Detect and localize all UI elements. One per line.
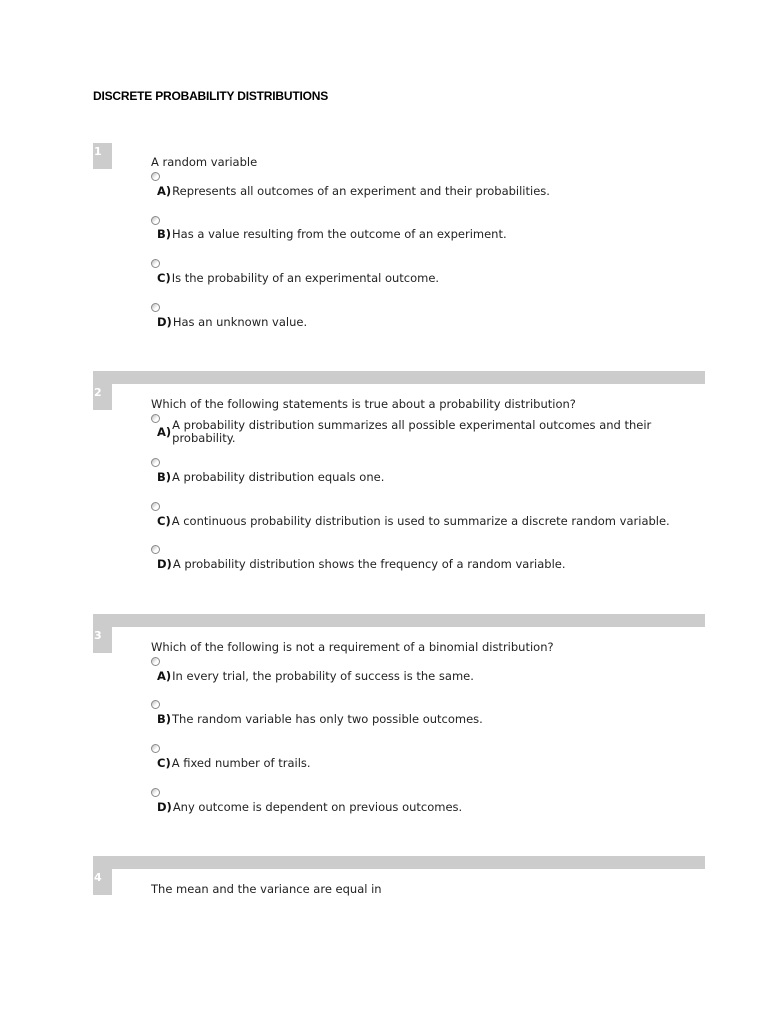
radio-button[interactable] — [151, 216, 160, 225]
option-letter: C) — [157, 271, 171, 285]
radio-button[interactable] — [151, 458, 160, 467]
radio-button[interactable] — [151, 172, 160, 181]
option-text: A probability distribution summarizes all possible experimental outcomes and their probability. — [172, 418, 652, 445]
option-text: In every trial, the probability of success is the same. — [172, 669, 474, 683]
option-text: Has an unknown value. — [172, 315, 308, 329]
option-letter: D) — [157, 557, 172, 571]
option-letter: A) — [157, 425, 172, 439]
answer-option[interactable] — [157, 419, 697, 445]
answer-option[interactable] — [157, 470, 697, 484]
option-text: A continuous probability distribution is used to summarize a discrete random variable. — [171, 514, 670, 528]
answer-option[interactable] — [157, 756, 697, 770]
option-letter: C) — [157, 514, 171, 528]
answer-option[interactable] — [157, 315, 697, 329]
question-text: Which of the following statements is true about a probability distribution? — [151, 397, 576, 411]
option-letter: A) — [157, 669, 172, 683]
question-number-badge: 3 — [93, 627, 112, 653]
option-text: A fixed number of trails. — [171, 756, 311, 770]
question-separator-bar — [93, 371, 705, 384]
option-letter: B) — [157, 470, 172, 484]
option-text: The random variable has only two possible outcomes. — [172, 712, 483, 726]
radio-button[interactable] — [151, 303, 160, 312]
option-text: A probability distribution equals one. — [172, 470, 385, 484]
option-text: Represents all outcomes of an experiment and their probabilities. — [172, 184, 550, 198]
option-letter: B) — [157, 712, 172, 726]
question-number-badge: 2 — [93, 384, 112, 410]
question-separator-bar — [93, 614, 705, 627]
answer-option[interactable] — [157, 712, 697, 726]
answer-option[interactable] — [157, 271, 697, 285]
answer-option[interactable] — [157, 669, 697, 683]
option-letter: D) — [157, 800, 172, 814]
radio-button[interactable] — [151, 259, 160, 268]
radio-button[interactable] — [151, 657, 160, 666]
question-separator-bar — [93, 856, 705, 869]
answer-option[interactable] — [157, 557, 697, 571]
option-letter: D) — [157, 315, 172, 329]
option-text: Is the probability of an experimental outcome. — [171, 271, 440, 285]
question-text: A random variable — [151, 155, 258, 169]
answer-option[interactable] — [157, 800, 697, 814]
radio-button[interactable] — [151, 502, 160, 511]
radio-button[interactable] — [151, 744, 160, 753]
question-text: Which of the following is not a requirement of a binomial distribution? — [151, 640, 554, 654]
answer-option[interactable] — [157, 514, 697, 528]
answer-option[interactable] — [157, 227, 697, 241]
question-number-badge: 4 — [93, 869, 112, 895]
question-text: The mean and the variance are equal in — [151, 882, 382, 896]
question-number-badge: 1 — [93, 143, 112, 169]
option-text: A probability distribution shows the frequency of a random variable. — [172, 557, 566, 571]
option-text: Has a value resulting from the outcome of an experiment. — [172, 227, 507, 241]
radio-button[interactable] — [151, 545, 160, 554]
document-title: DISCRETE PROBABILITY DISTRIBUTIONS — [93, 89, 328, 103]
option-text: Any outcome is dependent on previous outcomes. — [172, 800, 463, 814]
option-letter: C) — [157, 756, 171, 770]
option-letter: B) — [157, 227, 172, 241]
option-letter: A) — [157, 184, 172, 198]
radio-button[interactable] — [151, 700, 160, 709]
radio-button[interactable] — [151, 788, 160, 797]
answer-option[interactable] — [157, 184, 697, 198]
